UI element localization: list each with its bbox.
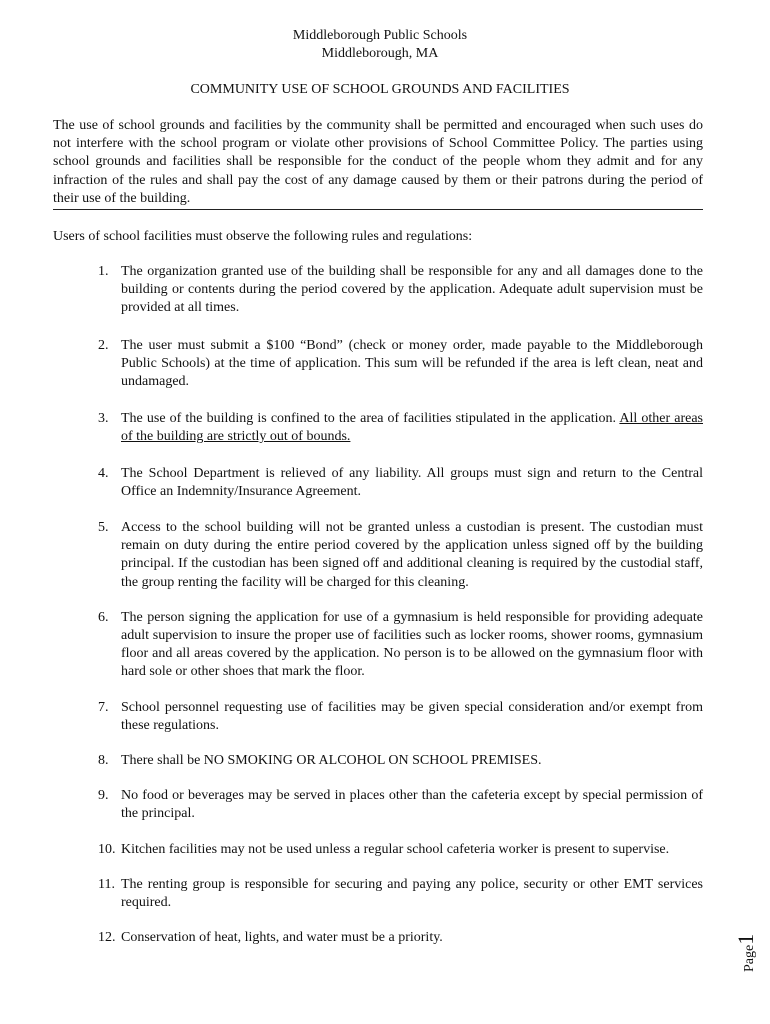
school-name: Middleborough Public Schools — [292, 28, 468, 43]
rule-item — [98, 410, 703, 446]
rule-number: 11. — [98, 876, 115, 892]
rule-item — [98, 841, 703, 859]
rule-item — [98, 519, 703, 592]
rule-text-body: The renting group is responsible for securing and paying any police, security or other EMT services required. — [121, 876, 703, 911]
rule-item — [98, 263, 703, 318]
rule-text-body: Kitchen facilities may not be used unless a regular school cafeteria worker is present to supervise. — [121, 841, 670, 857]
rule-text — [121, 787, 703, 823]
rule-item — [98, 752, 703, 770]
rule-text-body: No food or beverages may be served in places other than the cafeteria except by special permission of the principal. — [121, 788, 703, 822]
rule-number: 1. — [98, 264, 109, 279]
rule-text-body: Access to the school building will not be granted unless a custodian is present. The custodian must remain on duty during the entire period covered by the application unless signed off by the building principal. If the custodian has been signed off and additional cleaning is required by the custodial staff, the group renting the facility will be charged for this cleaning. — [121, 520, 703, 590]
rule-number: 7. — [98, 699, 109, 715]
rule-text — [121, 752, 703, 770]
rule-item — [98, 337, 703, 392]
intro-paragraph: The use of school grounds and facilities by the community shall be permitted and encouraged when such uses do not interfere with the school program or violate other provisions of School Committee Policy. The parties using school grounds and facilities shall be responsible for the conduct of the people whom they admit and for any infraction of the rules and shall pay the cost of any damage caused by them or their patrons during the period of their use of the building. — [53, 117, 703, 210]
rule-text-body: School personnel requesting use of facilities may be given special consideration and/or exempt from these regulations. — [121, 699, 703, 733]
rule-item — [98, 876, 703, 912]
rules-list — [98, 263, 703, 947]
rule-number: 12. — [98, 930, 116, 946]
rule-text — [121, 465, 703, 501]
rule-text-underlined: All other areas of the building are strictly out of bounds. — [121, 411, 703, 445]
rule-number: 9. — [98, 788, 109, 804]
rule-number: 8. — [98, 753, 109, 769]
school-location: Middleborough, MA — [321, 46, 439, 61]
rule-text-body: The School Department is relieved of any liability. All groups must sign and return to the Central Office an Indemnity/Insurance Agreement. — [121, 465, 703, 499]
rule-number: 10. — [98, 841, 116, 857]
rule-text — [121, 263, 703, 318]
rule-number: 5. — [98, 520, 109, 536]
rule-text-body: There shall be NO SMOKING OR ALCOHOL ON SCHOOL PREMISES. — [121, 753, 542, 769]
rule-text — [121, 929, 703, 947]
document-title: COMMUNITY USE OF SCHOOL GROUNDS AND FACILITIES — [190, 82, 570, 97]
rule-text — [121, 410, 703, 446]
rule-item — [98, 929, 703, 947]
page-number-mark — [733, 934, 759, 972]
rule-item — [98, 787, 703, 823]
rule-text-body: The organization granted use of the building shall be responsible for any and all damages done to the building or contents during the period covered by the application. Adequate adult supervision must be provided at all times. — [121, 264, 703, 316]
rule-item — [98, 465, 703, 501]
rule-item — [98, 699, 703, 735]
rule-number: 4. — [98, 465, 109, 481]
rule-text — [121, 876, 703, 912]
letterhead — [0, 27, 760, 63]
rule-text — [121, 699, 703, 735]
rules-intro: Users of school facilities must observe the following rules and regulations: — [53, 229, 473, 244]
rule-number: 3. — [98, 411, 109, 427]
rule-item — [98, 609, 703, 682]
page-label: Page — [742, 944, 757, 972]
rule-number: 2. — [98, 337, 109, 353]
rule-text-body: The use of the building is confined to the area of facilities stipulated in the application. — [121, 411, 620, 427]
rule-text — [121, 337, 703, 392]
rule-text-body: Conservation of heat, lights, and water must be a priority. — [121, 930, 443, 946]
rule-text-body: The person signing the application for use of a gymnasium is held responsible for providing adequate adult supervision to insure the proper use of facilities such as locker rooms, shower rooms, gymnasium floor and all areas covered by the application. No person is to be allowed on the gymnasium floor with hard sole or other shoes that mark the floor. — [121, 609, 703, 680]
rule-number: 6. — [98, 609, 109, 625]
rule-text — [121, 609, 703, 682]
rule-text — [121, 841, 703, 859]
rule-text-body: The user must submit a $100 “Bond” (check or money order, made payable to the Middleborough Public Schools) at the time of application. This sum will be refunded if the area is left clean, neat and undamaged. — [121, 337, 703, 390]
page-number: 1 — [733, 933, 758, 945]
rule-text — [121, 519, 703, 592]
